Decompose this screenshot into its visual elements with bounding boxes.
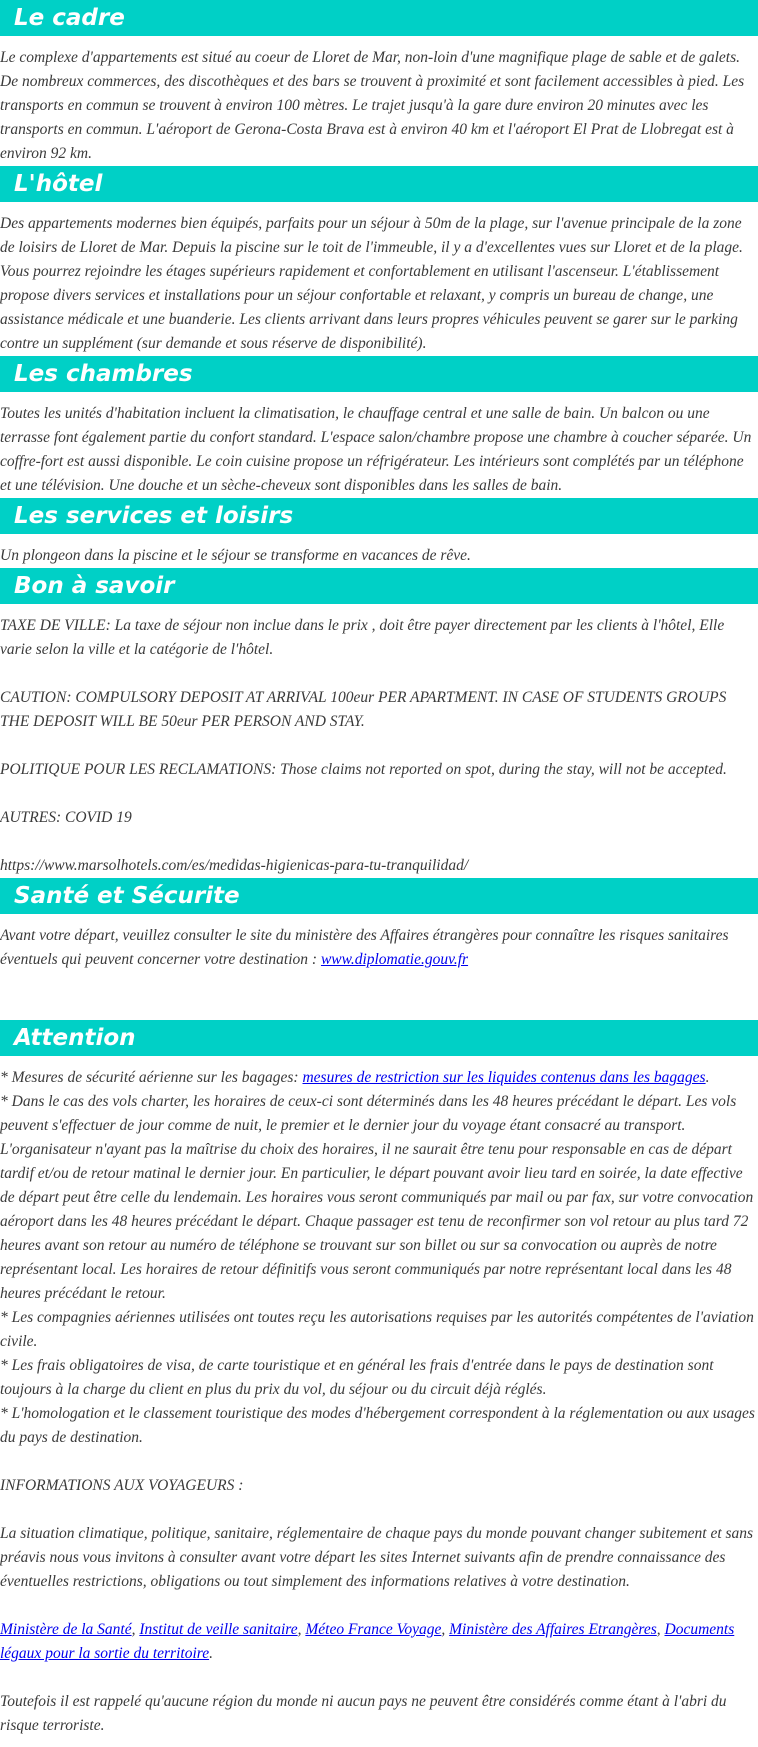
diplomatie-link[interactable]: www.diplomatie.gouv.fr [320,951,469,968]
section-title-attention: Attention [0,1020,758,1056]
section-body-savoir [0,604,758,878]
caution-text: CAUTION: COMPULSORY DEPOSIT AT ARRIVAL 100eur PER APARTMENT. IN CASE OF STUDENTS GROUPS THE DEPOSIT WILL BE 50eur PER PERSON AND STAY. [0,689,727,730]
charter-text: * Dans le cas des vols charter, les horaires de ceux-ci sont déterminés dans les 48 heures précédant le départ. Les vols peuvent s'effectuer de jour comme de nuit, le premier et le dernier jour du voyage étant consacré au transport. L'organisateur n'ayant pas la maîtrise du choix des horaires, il ne saurait être tenu pour responsable en cas de départ tardif et/ou de retour matinal le dernier jour. En particulier, le départ pouvant avoir lieu tard en soirée, la date effective de départ peut être celle du lendemain. Les horaires vous seront communiqués par mail ou par fax, sur votre convocation aéroport dans les 48 heures précédant le départ. Chaque passager est tenu de reconfirmer son vol retour au plus tard 72 heures avant son retour au numéro de téléphone se trouvant sur son billet ou sur sa convocation ou auprès de notre représentant local. Les horaires de retour définitifs vous seront communiqués par notre représentant local dans les 48 heures précédant le retour. [0,1093,754,1302]
bagages-paragraph [0,1066,758,1090]
covid-url-text: https://www.marsolhotels.com/es/medidas-higienicas-para-tu-tranquilidad/ [0,857,469,874]
homologation-text: * L'homologation et le classement touristique des modes d'hébergement correspondent à la réglementation ou aux usages du pays de destination. [0,1405,755,1446]
section-title-hotel: L'hôtel [0,166,758,202]
link-separator: , [131,1621,140,1638]
links-end: . [209,1645,213,1662]
bagages-prefix: * Mesures de sécurité aérienne sur les bagages: [0,1069,303,1086]
terror-text: Toutefois il est rappelé qu'aucune région du monde ni aucun pays ne peuvent être considérés comme étant à l'abri du risque terroriste. [0,1693,727,1734]
travel-links [0,1618,758,1666]
section-title-services: Les services et loisirs [0,498,758,534]
section-title-chambres: Les chambres [0,356,758,392]
hotel-text: Des appartements modernes bien équipés, parfaits pour un séjour à 50m de la plage, sur l'avenue principale de la zone de loisirs de Lloret de Mar. Depuis la piscine sur le toit de l'immeuble, il y a d'excellentes vues sur Lloret et de la plage. Vous pourrez rejoindre les étages supérieurs rapidement et confortablement en utilisant l'ascenseur. L'établissement propose divers services et installations pour un séjour confortable et relaxant, y compris un bureau de change, une assistance médicale et une buanderie. Les clients arrivant dans leurs propres véhicules peuvent se garer sur le parking contre un supplément (sur demande et sous réserve de disponibilité). [0,215,743,352]
reclamations-text: POLITIQUE POUR LES RECLAMATIONS: Those claims not reported on spot, during the stay, will not be accepted. [0,761,727,778]
link-separator: , [656,1621,665,1638]
section-body-services [0,534,758,568]
link-affaires-etrangeres[interactable]: Ministère des Affaires Etrangères [449,1621,657,1638]
section-body-sante [0,914,758,1020]
bagages-suffix: . [705,1069,710,1086]
link-institut-veille-sanitaire[interactable]: Institut de veille sanitaire [139,1621,298,1638]
frais-text: * Les frais obligatoires de visa, de carte touristique et en général les frais d'entrée dans le pays de destination sont toujours à la charge du client en plus du prix du vol, du séjour ou du circuit déjà réglés. [0,1357,714,1398]
info-voyageurs-title: INFORMATIONS AUX VOYAGEURS : [0,1477,244,1494]
link-separator: , [441,1621,450,1638]
link-separator: , [297,1621,306,1638]
section-body-attention [0,1056,758,1738]
liquides-restriction-link[interactable]: mesures de restriction sur les liquides contenus dans les bagages [302,1069,706,1086]
link-ministere-sante[interactable]: Ministère de la Santé [0,1621,132,1638]
section-body-hotel [0,202,758,356]
link-meteo-france-voyage[interactable]: Méteo France Voyage [305,1621,442,1638]
autres-text: AUTRES: COVID 19 [0,809,132,826]
sante-paragraph [0,924,758,972]
section-title-sante: Santé et Sécurite [0,878,758,914]
section-body-cadre [0,36,758,166]
info-voyageurs-text: La situation climatique, politique, sanitaire, réglementaire de chaque pays du monde pouvant changer subitement et sans préavis nous vous invitons à consulter avant votre départ les sites Internet suivants afin de prendre connaissance des éventuelles restrictions, obligations ou tout simplement des informations relatives à votre destination. [0,1525,754,1590]
link-documents-legaux[interactable]: Documents légaux pour la sortie du territoire [0,1621,735,1662]
taxe-de-ville-text: TAXE DE VILLE: La taxe de séjour non inclue dans le prix , doit être payer directement par les clients à l'hôtel, Elle varie selon la ville et la catégorie de l'hôtel. [0,617,725,658]
section-body-chambres [0,392,758,498]
section-title-savoir: Bon à savoir [0,568,758,604]
chambres-text: Toutes les unités d'habitation incluent la climatisation, le chauffage central et une salle de bain. Un balcon ou une terrasse font également partie du confort standard. L'espace salon/chambre propose une chambre à coucher séparée. Un coffre-fort est aussi disponible. Le coin cuisine propose un réfrigérateur. Les intérieurs sont complétés par un téléphone et une télévision. Une douche et un sèche-cheveux sont disponibles dans les salles de bain. [0,405,752,494]
sante-text: Avant votre départ, veuillez consulter le site du ministère des Affaires étrangères pour connaître les risques sanitaires éventuels qui peuvent concerner votre destination : [0,927,729,968]
section-title-cadre: Le cadre [0,0,758,36]
cadre-text: Le complexe d'appartements est situé au coeur de Lloret de Mar, non-loin d'une magnifique plage de sable et de galets. De nombreux commerces, des discothèques et des bars se trouvent à proximité et sont facilement accessibles à pied. Les transports en commun se trouvent à environ 100 mètres. Le trajet jusqu'à la gare dure environ 20 minutes avec les transports en commun. L'aéroport de Gerona-Costa Brava est à environ 40 km et l'aéroport El Prat de Llobregat est à environ 92 km. [0,49,745,162]
compagnies-text: * Les compagnies aériennes utilisées ont toutes reçu les autorisations requises par les autorités compétentes de l'aviation civile. [0,1309,754,1350]
services-text: Un plongeon dans la piscine et le séjour se transforme en vacances de rêve. [0,547,471,564]
